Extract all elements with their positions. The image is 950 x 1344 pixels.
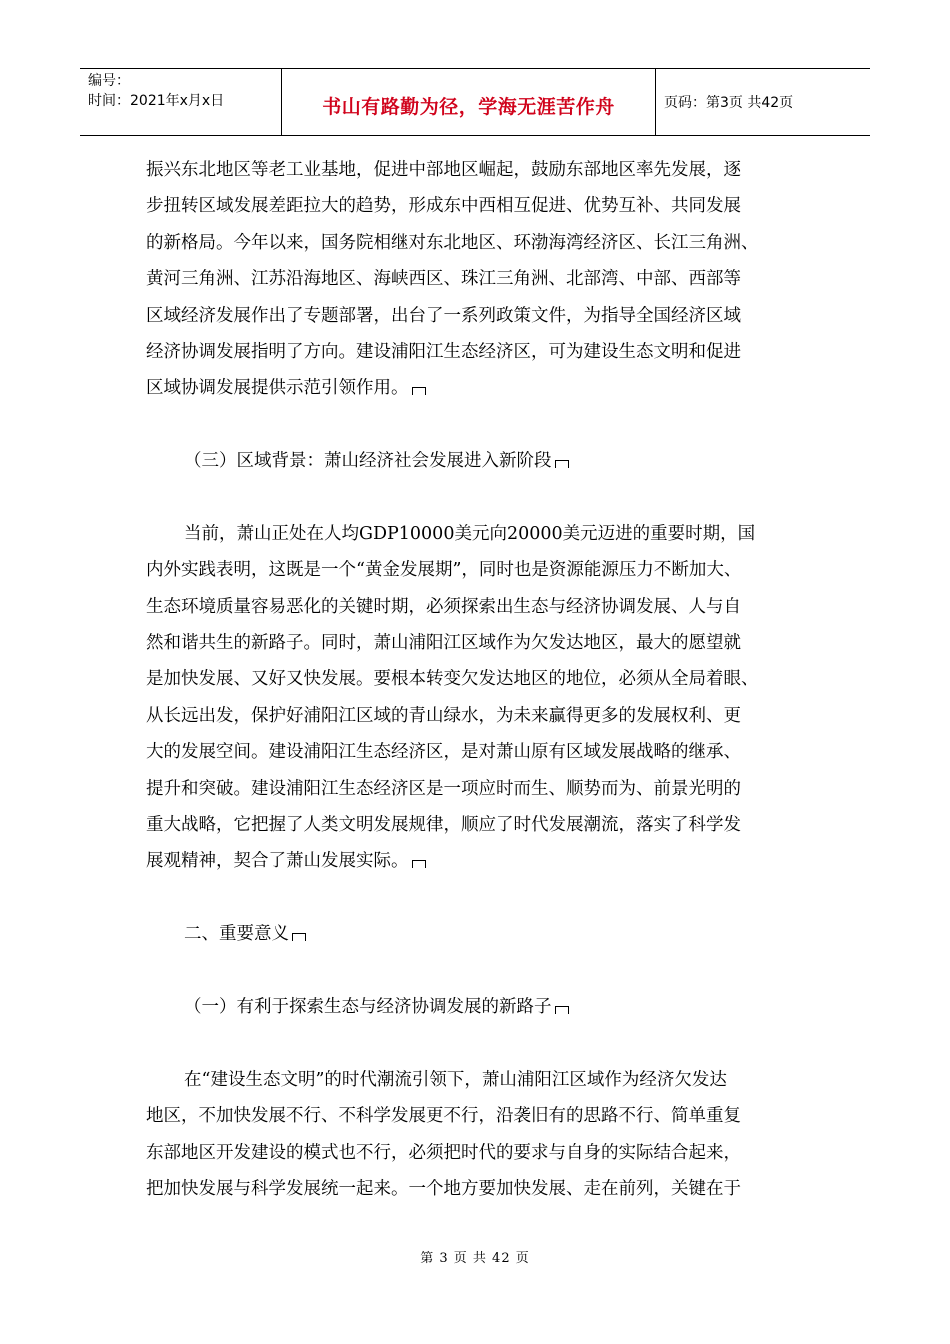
- subheading: [146, 443, 810, 479]
- text-line: 从长远出发，保护好浦阳江区域的青山绿水，为未来赢得更多的发展权利、更: [146, 705, 741, 726]
- number-label: 编号：: [88, 73, 130, 89]
- paragraph-mark-icon: [555, 460, 569, 468]
- paragraph-gap: [146, 880, 810, 916]
- header-page-cell: [656, 69, 870, 135]
- section-heading-text: 二、重要意义: [184, 924, 289, 945]
- subheading: [146, 989, 810, 1025]
- page-footer: [0, 1247, 950, 1266]
- paragraph-gap: [146, 1025, 810, 1061]
- text-line: 在“建设生态文明”的时代潮流引领下，萧山浦阳江区域作为经济欠发达: [184, 1069, 727, 1090]
- text-line: 振兴东北地区等老工业基地，促进中部地区崛起，鼓励东部地区率先发展，逐: [146, 160, 741, 180]
- paragraph-mark-icon: [412, 860, 426, 868]
- text-line: 生态环境质量容易恶化的关键时期，必须探索出生态与经济协调发展、人与自: [146, 596, 741, 617]
- text-line: 是加快发展、又好又快发展。要根本转变欠发达地区的地位，必须从全局着眼、: [146, 669, 759, 690]
- footer-page-number: 第 3 页 共 42 页: [420, 1251, 530, 1266]
- text-line: 区域经济发展作出了专题部署，出台了一系列政策文件，为指导全国经济区域: [146, 305, 741, 326]
- document-body: [146, 152, 810, 1207]
- text-line-last: [146, 843, 810, 879]
- text-line: 内外实践表明，这既是一个“黄金发展期”，同时也是资源能源压力不断加大、: [146, 560, 742, 581]
- text-line: 提升和突破。建设浦阳江生态经济区是一项应时而生、顺势而为、前景光明的: [146, 778, 741, 799]
- text-line: 大的发展空间。建设浦阳江生态经济区，是对萧山原有区域发展战略的继承、: [146, 742, 741, 763]
- text-line: 重大战略，它把握了人类文明发展规律，顺应了时代发展潮流，落实了科学发: [146, 815, 741, 836]
- paragraph: [146, 152, 810, 407]
- paragraph-mark-icon: [292, 933, 306, 941]
- paragraph: [146, 516, 810, 880]
- text-line: 黄河三角洲、江苏沿海地区、海峡西区、珠江三角洲、北部湾、中部、西部等: [146, 269, 741, 290]
- paragraph-gap: [146, 407, 810, 443]
- page-label: 页码：第3页 共42页: [664, 95, 794, 111]
- subheading-text: （三）区域背景：萧山经济社会发展进入新阶段: [184, 451, 552, 472]
- section-heading: [146, 916, 810, 952]
- motto-text: 书山有路勤为径，学海无涯苦作舟: [322, 95, 615, 118]
- paragraph-mark-icon: [412, 387, 426, 395]
- paragraph-gap: [146, 953, 810, 989]
- paragraph: [146, 1062, 810, 1208]
- text-line: 把加快发展与科学发展统一起来。一个地方要加快发展、走在前列，关键在于: [146, 1178, 741, 1199]
- text-line: 然和谐共生的新路子。同时，萧山浦阳江区域作为欠发达地区，最大的愿望就: [146, 633, 741, 654]
- text-line: 当前，萧山正处在人均GDP10000美元向20000美元迈进的重要时期，国: [184, 523, 756, 544]
- page-header: [80, 68, 870, 136]
- date-label: 时间：2021年x月x日: [88, 93, 225, 109]
- text-line: 步扭转区域发展差距拉大的趋势，形成东中西相互促进、优势互补、共同发展: [146, 196, 741, 217]
- section-heading-line: [146, 916, 810, 952]
- header-info-cell: [80, 69, 282, 135]
- text-line: 地区，不加快发展不行、不科学发展更不行，沿袭旧有的思路不行、简单重复: [146, 1106, 741, 1127]
- text-line: 经济协调发展指明了方向。建设浦阳江生态经济区，可为建设生态文明和促进: [146, 341, 741, 362]
- text-line-content: 展观精神，契合了萧山发展实际。: [146, 851, 409, 872]
- paragraph-mark-icon: [555, 1006, 569, 1014]
- text-line-content: 区域协调发展提供示范引领作用。: [146, 378, 409, 399]
- text-line: 的新格局。今年以来，国务院相继对东北地区、环渤海湾经济区、长江三角洲、: [146, 232, 759, 253]
- paragraph-gap: [146, 480, 810, 516]
- header-motto-cell: [282, 69, 656, 135]
- subheading-text: （一）有利于探索生态与经济协调发展的新路子: [184, 996, 552, 1017]
- text-line: 东部地区开发建设的模式也不行，必须把时代的要求与自身的实际结合起来，: [146, 1142, 741, 1163]
- text-line-last: [146, 370, 810, 406]
- subheading-line: [146, 989, 810, 1025]
- subheading-line: [146, 443, 810, 479]
